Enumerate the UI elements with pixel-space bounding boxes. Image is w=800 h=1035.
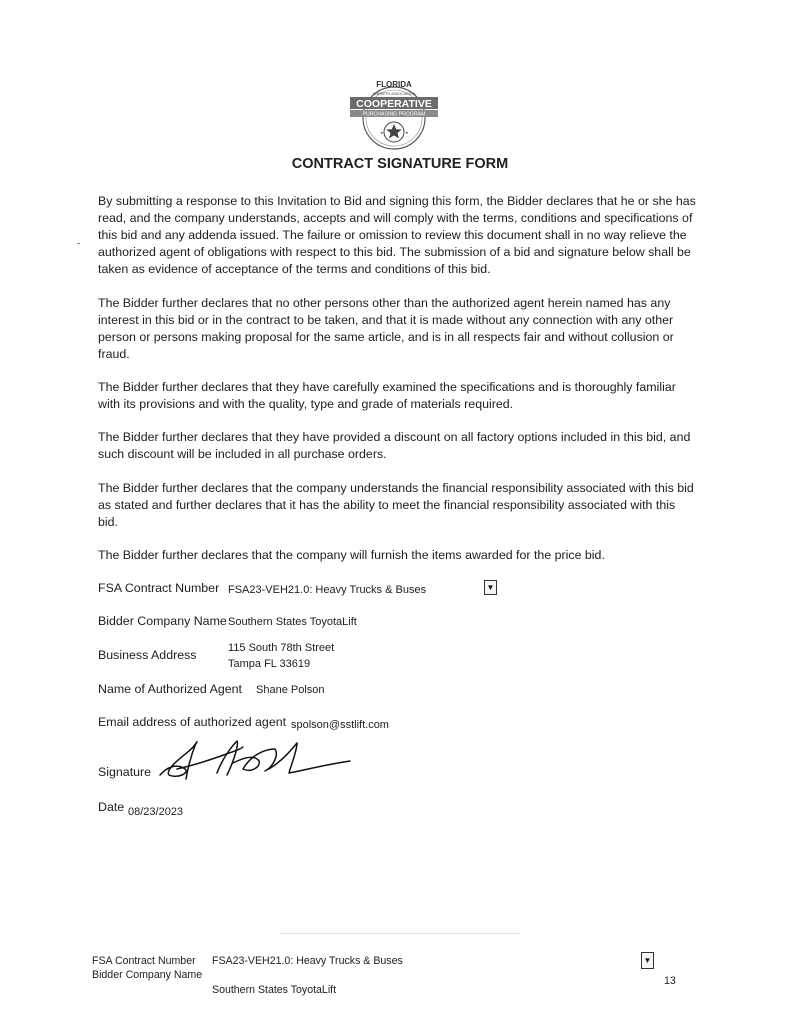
authorized-agent-value: Shane Polson	[256, 684, 325, 696]
agent-email-value: spolson@sstlift.com	[291, 719, 389, 731]
contract-number-dropdown[interactable]	[484, 580, 497, 595]
footer-contract-dropdown[interactable]	[641, 952, 654, 969]
declaration-paragraph-6: The Bidder further declares that the company will furnish the items awarded for the price bid.	[98, 548, 605, 562]
authorized-agent-label: Name of Authorized Agent	[98, 682, 242, 696]
declaration-paragraph-1: By submitting a response to this Invitation to Bid and signing this form, the Bidder declares that he or she has read, and the company understands, accepts and will comply with the terms, conditions and specifications of this bid and any addenda issued. The failure or omission to review this document shall in no way relieve the authorized agent of obligations with respect to this bid. The submission of a bid and signature below shall be taken as evidence of acceptance of the terms and conditions of this bid.	[98, 194, 696, 276]
scan-mark	[280, 933, 520, 934]
address-line-1: 115 South 78th Street	[228, 642, 335, 654]
chevron-down-icon: ▼	[643, 955, 652, 965]
handwritten-signature	[155, 735, 355, 785]
contract-number-label: FSA Contract Number	[98, 581, 220, 595]
date-label: Date	[98, 800, 125, 814]
declaration-paragraph-5: The Bidder further declares that the company understands the financial responsibility associated with this bid as stated and further declares that it has the ability to meet the financial responsibility associated with this bid.	[98, 481, 694, 529]
agent-email-label: Email address of authorized agent	[98, 715, 287, 729]
logo-line1: FLORIDA	[376, 80, 412, 89]
declaration-paragraph-3: The Bidder further declares that they have carefully examined the specifications and is thoroughly familiar with its provisions and with the quality, type and grade of materials required.	[98, 380, 676, 411]
fsa-cooperative-logo	[344, 68, 444, 152]
business-address-label: Business Address	[98, 648, 197, 662]
chevron-down-icon: ▼	[486, 582, 495, 592]
page-number: 13	[664, 975, 676, 987]
star-icon	[380, 122, 409, 142]
footer-company-value: Southern States ToyotaLift	[212, 984, 337, 996]
declaration-paragraph-2: The Bidder further declares that no other persons other than the authorized agent herein named has any interest in this bid or in the contract to be taken, and that it is made without any connection with any other person or persons making proposal for the same article, and is in all respects fair and without collusion or fraud.	[98, 296, 674, 361]
scan-mark	[77, 243, 80, 244]
footer-contract-label: FSA Contract Number	[92, 955, 196, 967]
footer-company-label: Bidder Company Name	[92, 969, 203, 981]
signature-label: Signature	[98, 765, 152, 779]
company-name-label: Bidder Company Name	[98, 614, 227, 628]
company-name-value: Southern States ToyotaLift	[228, 616, 357, 628]
svg-text:★: ★	[405, 130, 409, 135]
svg-text:★: ★	[380, 130, 384, 135]
contract-number-value: FSA23-VEH21.0: Heavy Trucks & Buses	[228, 584, 427, 596]
logo-line4: PURCHASING PROGRAM	[362, 111, 426, 118]
page-title: CONTRACT SIGNATURE FORM	[291, 156, 509, 172]
logo-line2: SHERIFFS ASSOCIATION	[372, 92, 416, 96]
logo-line3: COOPERATIVE	[356, 98, 432, 110]
declaration-paragraph-4: The Bidder further declares that they have provided a discount on all factory options included in this bid, and such discount will be included in all purchase orders.	[98, 430, 691, 461]
date-value: 08/23/2023	[128, 806, 184, 818]
address-line-2: Tampa FL 33619	[228, 658, 311, 670]
footer-contract-value: FSA23-VEH21.0: Heavy Trucks & Buses	[212, 955, 403, 967]
